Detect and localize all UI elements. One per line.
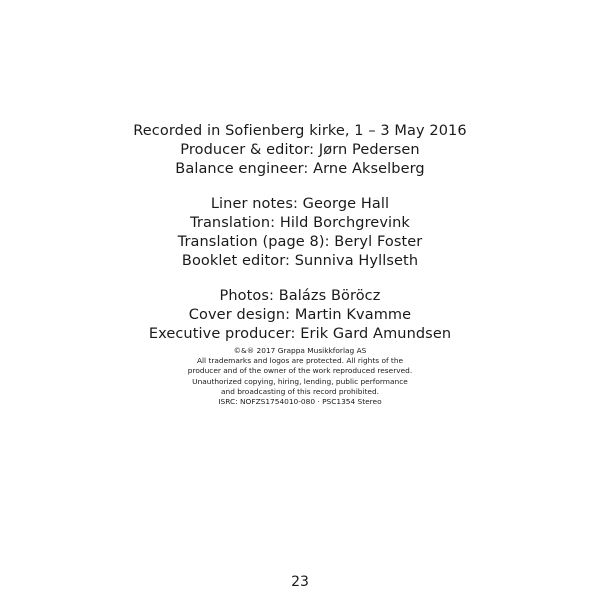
credits-block [0, 122, 600, 360]
recording-credits [0, 122, 600, 179]
unauthorized-line: Unauthorized copying, hiring, lending, public performance [192, 376, 408, 386]
trademark-line: All trademarks and logos are protected. All rights of the [196, 356, 404, 366]
translation-page-8: Translation (page 8): Beryl Foster [177, 234, 423, 250]
recording-location: Recorded in Sofienberg kirke, 1 – 3 May 2016 [133, 123, 467, 139]
design-credits [0, 287, 600, 344]
isrc-line: ISRC: NOFZS1754010-080 · PSC1354 Stereo [218, 397, 382, 407]
cover-design: Cover design: Martin Kvamme [188, 307, 412, 323]
legal-notice [0, 346, 600, 407]
liner-notes: Liner notes: George Hall [210, 196, 390, 212]
photos: Photos: Balázs Böröcz [219, 288, 381, 304]
translation: Translation: Hild Borchgrevink [190, 215, 410, 231]
broadcasting-line: and broadcasting of this record prohibited. [220, 386, 379, 396]
rights-line: producer and of the owner of the work reproduced reserved. [187, 366, 413, 376]
copyright-line: ©&® 2017 Grappa Musikkforlag AS [233, 346, 367, 355]
page-number: 23 [291, 574, 309, 590]
booklet-credits [0, 195, 600, 271]
producer-editor: Producer & editor: Jørn Pedersen [180, 142, 420, 158]
booklet-editor: Booklet editor: Sunniva Hyllseth [181, 253, 419, 269]
executive-producer: Executive producer: Erik Gard Amundsen [148, 326, 452, 342]
balance-engineer: Balance engineer: Arne Akselberg [175, 161, 425, 177]
